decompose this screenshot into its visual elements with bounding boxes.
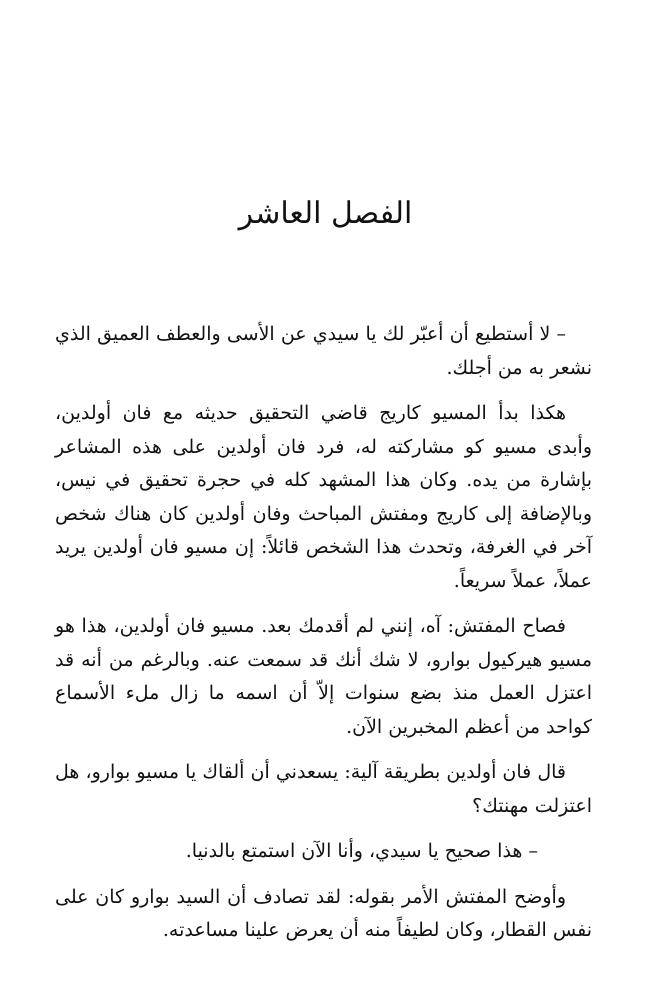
paragraph-2: هكذا بدأ المسيو كاريج قاضي التحقيق حديثه مع فان أولدين، وأبدى مسيو كو مشاركته له، فرد فان أولدين على هذه المشاعر بإشارة من يده. وكان هذا المشهد كله في حجرة تحقيق في نيس، وبالإضافة إلى كاريج ومفتش المباحث وفان أولدين كان هناك شخص آخر في الغرفة، وتحدث هذا الشخص قائلاً: إن مسيو فان أولدين يريد عملاً، عملاً سريعاً. <box>55 402 592 592</box>
paragraph-3: فصاح المفتش: آه، إنني لم أقدمك بعد. مسيو فان أولدين، هذا هو مسيو هيركيول بوارو، لا شك أنك قد سمعت عنه. وبالرغم من أنه قد اعتزل العمل منذ بضع سنوات إلاّ أن اسمه ما زال ملء الأسماع كواحد من أعظم المخبرين الآن. <box>55 615 592 738</box>
chapter-body <box>55 318 592 960</box>
paragraph-1: – لا أستطيع أن أعبّر لك يا سيدي عن الأسى والعطف العميق الذي نشعر به من أجلك. <box>55 323 592 379</box>
paragraph-5: – هذا صحيح يا سيدي، وأنا الآن استمتع بالدنيا. <box>185 840 538 862</box>
paragraph-4: قال فان أولدين بطريقة آلية: يسعدني أن ألقاك يا مسيو بوارو، هل اعتزلت مهنتك؟ <box>55 761 592 817</box>
paragraph-6: وأوضح المفتش الأمر بقوله: لقد تصادف أن السيد بوارو كان على نفس القطار، وكان لطيفاً منه أن يعرض علينا مساعدته. <box>55 885 592 941</box>
chapter-title: الفصل العاشر <box>238 196 413 231</box>
